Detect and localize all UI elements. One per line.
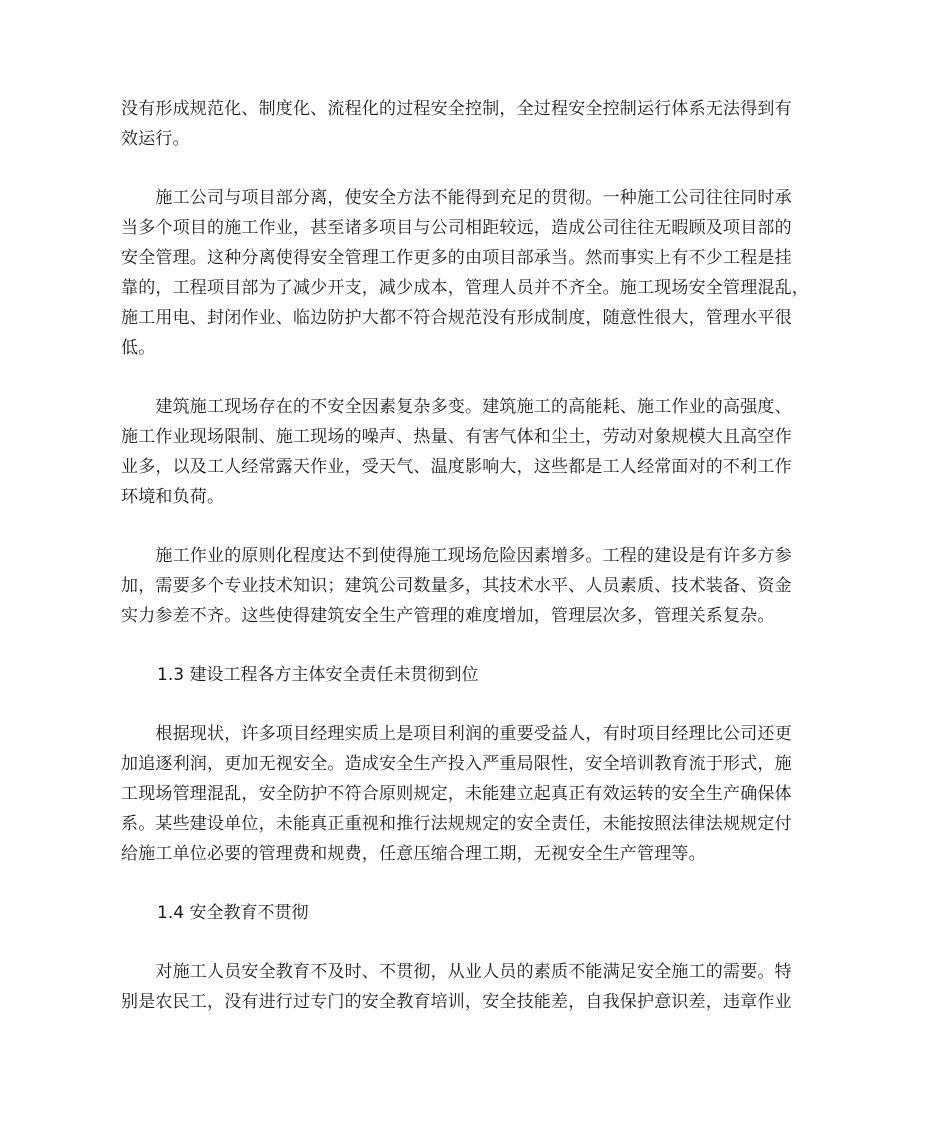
text-line: 没有形成规范化、制度化、流程化的过程安全控制，全过程安全控制运行体系无法得到有 bbox=[121, 99, 792, 119]
text-line: 效运行。 bbox=[121, 129, 190, 149]
paragraph-responsibility bbox=[121, 719, 833, 869]
paragraph-company-separation bbox=[121, 183, 833, 363]
paragraph-standardization bbox=[121, 541, 833, 631]
paragraph-safety-education bbox=[121, 957, 833, 1017]
text-line: 工现场管理混乱，安全防护不符合原则规定，未能建立起真正有效运转的安全生产确保体 bbox=[121, 784, 792, 804]
section-heading-1-4: 1.4 安全教育不贯彻 bbox=[157, 903, 309, 923]
paragraph-unsafe-factors bbox=[121, 392, 833, 512]
text-line: 建筑施工现场存在的不安全因素复杂多变。建筑施工的高能耗、施工作业的高强度、 bbox=[121, 397, 792, 417]
document-body bbox=[121, 94, 833, 1046]
text-line: 给施工单位必要的管理费和规费，任意压缩合理工期，无视安全生产管理等。 bbox=[121, 844, 706, 864]
text-line: 加追逐利润，更加无视安全。造成安全生产投入严重局限性，安全培训教育流于形式，施 bbox=[121, 754, 792, 774]
text-line: 施工公司与项目部分离，使安全方法不能得到充足的贯彻。一种施工公司往往同时承 bbox=[121, 188, 792, 208]
text-line: 实力参差不齐。这些使得建筑安全生产管理的难度增加，管理层次多，管理关系复杂。 bbox=[121, 606, 775, 626]
text-line: 安全管理。这种分离使得安全管理工作更多的由项目部承当。然而事实上有不少工程是挂 bbox=[121, 248, 792, 268]
text-line: 施工作业现场限制、施工现场的噪声、热量、有害气体和尘土，劳动对象规模大且高空作 bbox=[121, 427, 792, 447]
text-line: 靠的，工程项目部为了减少开支，减少成本，管理人员并不齐全。施工现场安全管理混乱， bbox=[121, 278, 809, 298]
text-line: 加，需要多个专业技术知识；建筑公司数量多，其技术水平、人员素质、技术装备、资金 bbox=[121, 576, 792, 596]
text-line: 当多个项目的施工作业，甚至诸多项目与公司相距较远，造成公司往往无暇顾及项目部的 bbox=[121, 218, 792, 238]
text-line: 施工作业的原则化程度达不到使得施工现场危险因素增多。工程的建设是有许多方参 bbox=[121, 546, 792, 566]
text-line: 施工用电、封闭作业、临边防护大都不符合规范没有形成制度，随意性很大，管理水平很 bbox=[121, 308, 792, 328]
text-line: 系。某些建设单位，未能真正重视和推行法规规定的安全责任，未能按照法律法规规定付 bbox=[121, 814, 792, 834]
paragraph-process-control bbox=[121, 94, 833, 154]
text-line: 根据现状，许多项目经理实质上是项目利润的重要受益人，有时项目经理比公司还更 bbox=[121, 724, 792, 744]
text-line: 对施工人员安全教育不及时、不贯彻，从业人员的素质不能满足安全施工的需要。特 bbox=[121, 962, 792, 982]
text-line: 业多，以及工人经常露天作业，受天气、温度影响大，这些都是工人经常面对的不利工作 bbox=[121, 457, 792, 477]
text-line: 别是农民工，没有进行过专门的安全教育培训，安全技能差，自我保护意识差，违章作业 bbox=[121, 992, 792, 1012]
text-line: 环境和负荷。 bbox=[121, 487, 225, 507]
section-heading-1-3: 1.3 建设工程各方主体安全责任未贯彻到位 bbox=[157, 665, 479, 685]
text-line: 低。 bbox=[121, 338, 156, 358]
